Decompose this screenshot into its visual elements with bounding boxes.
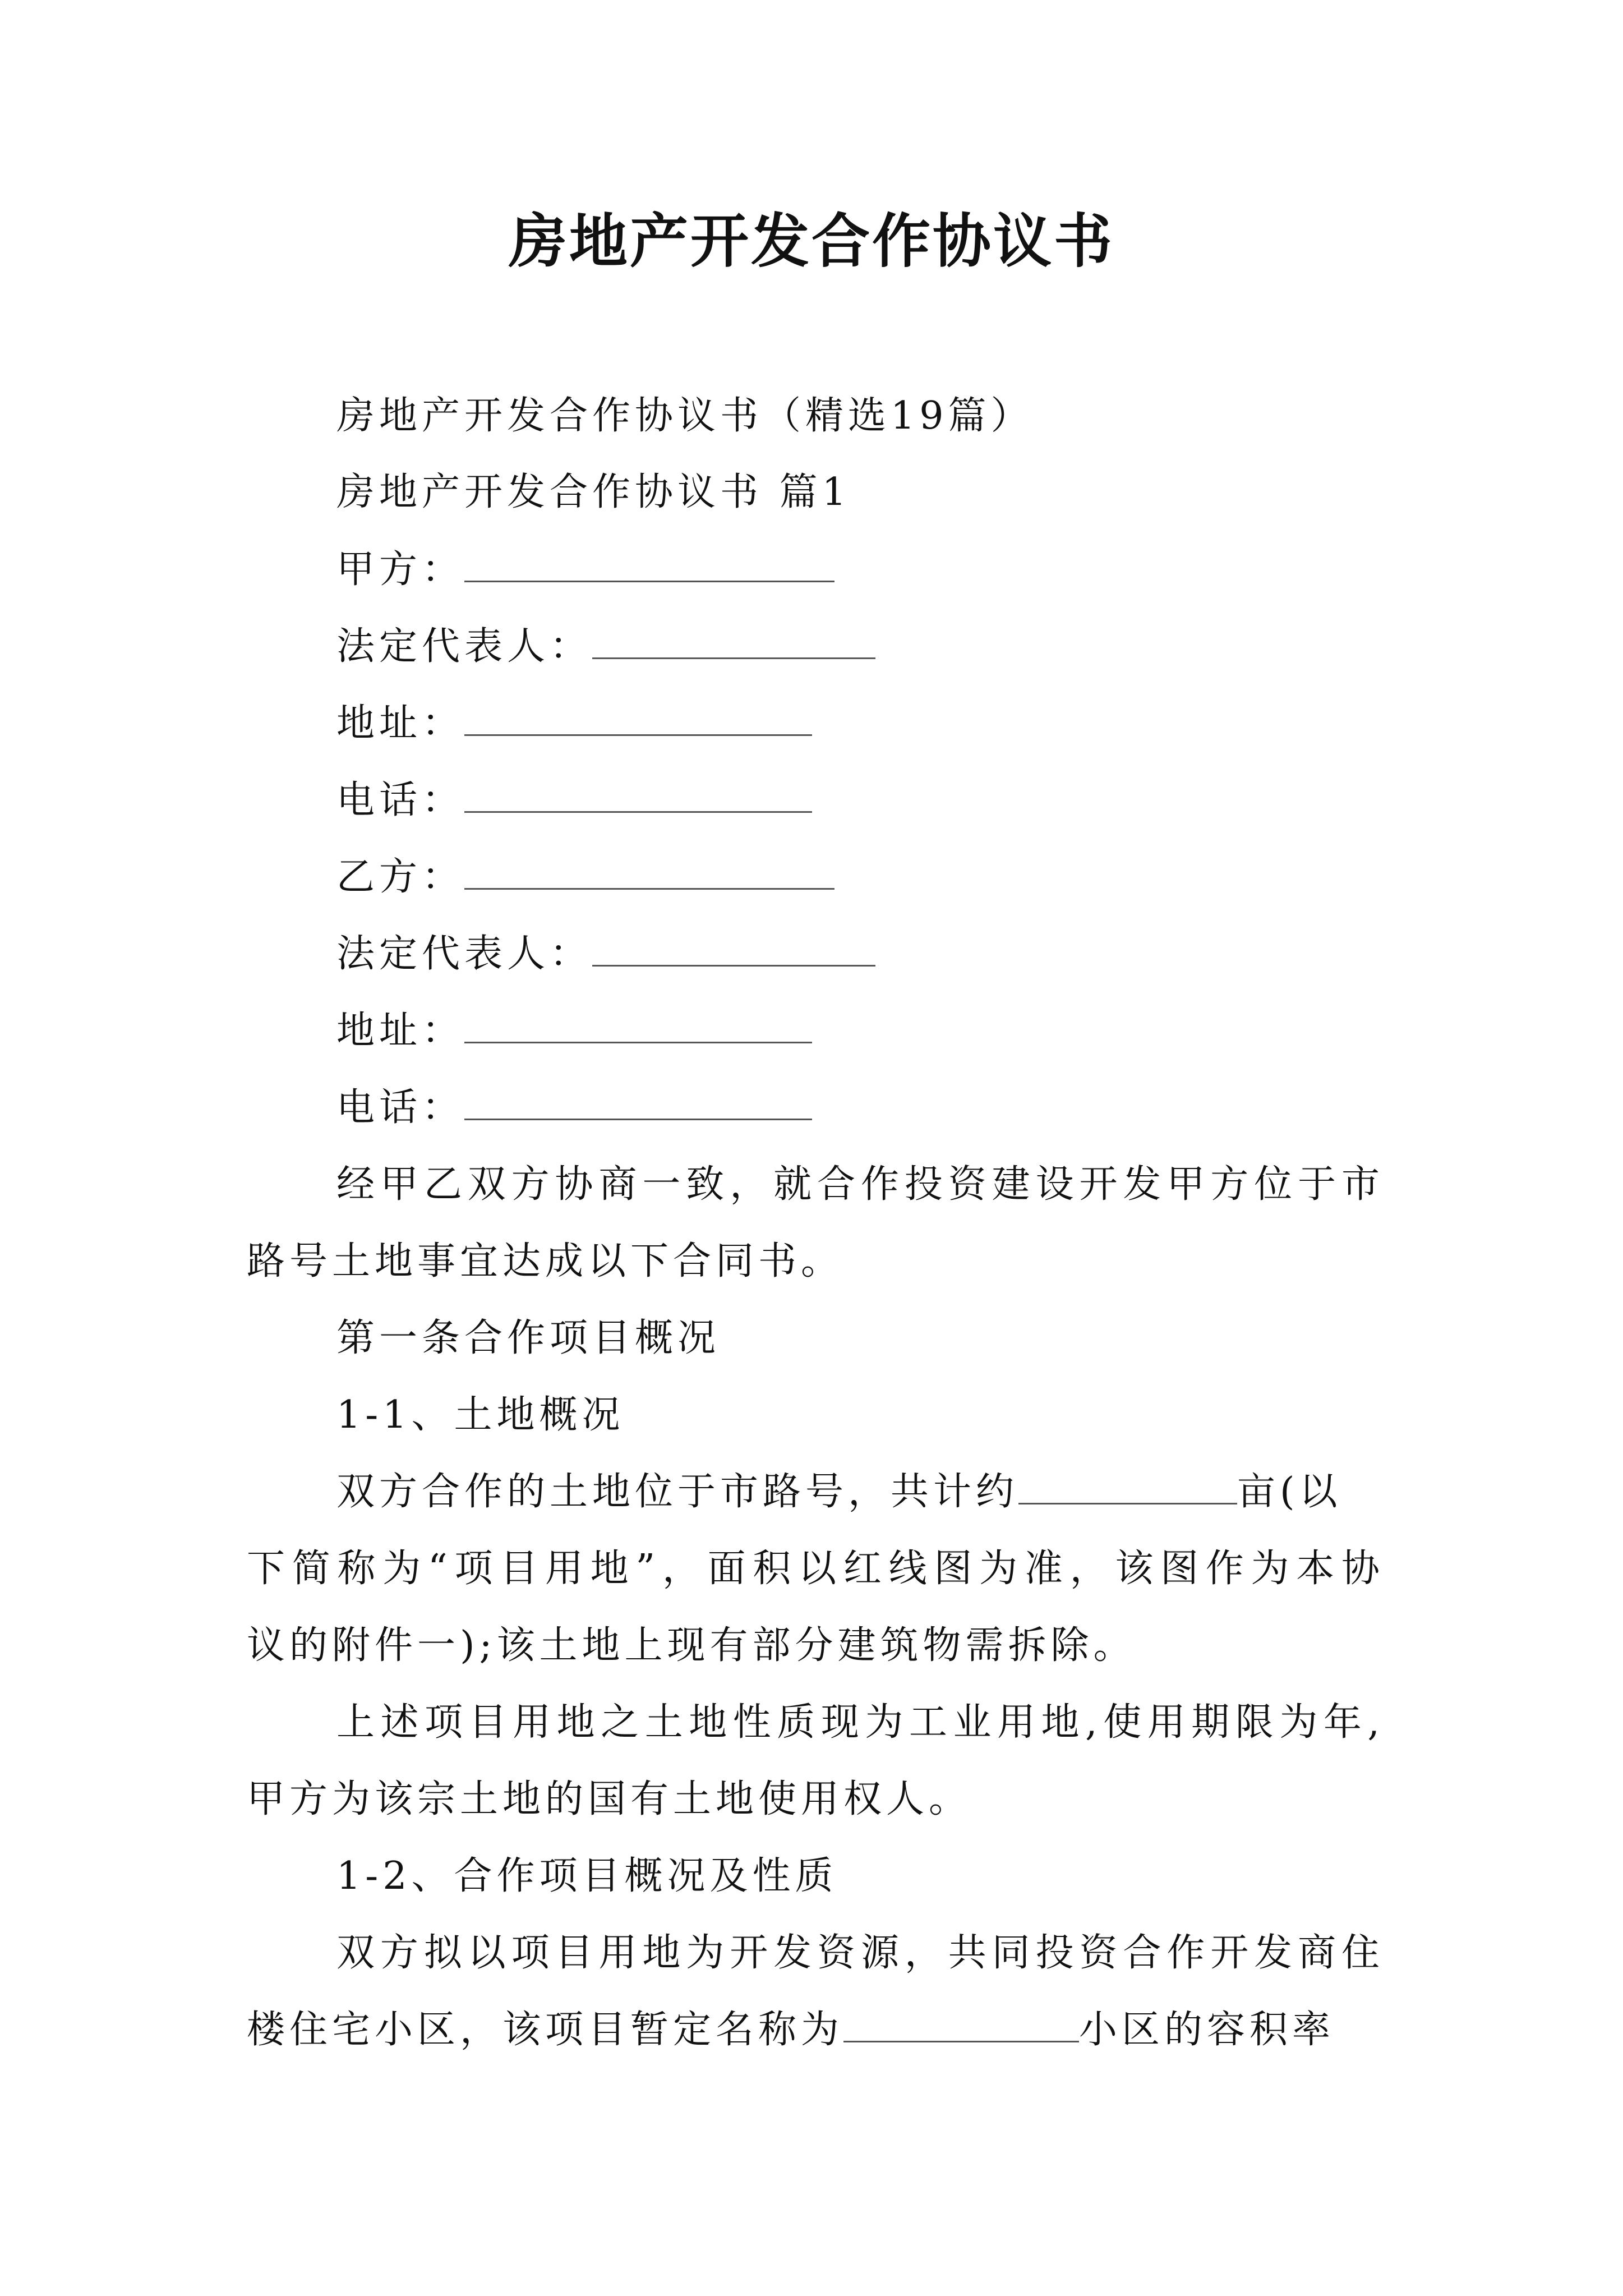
article-1-heading: 第一条合作项目概况 [336, 1316, 721, 1360]
party-b-phone-label: 电话： [336, 1085, 465, 1130]
party-b-rep-blank [592, 927, 875, 967]
party-b-phone-blank [464, 1080, 812, 1120]
intro-line-2: 路号土地事宜达成以下合同书。 [247, 1239, 844, 1283]
party-a-rep-field [336, 619, 875, 675]
paragraph-1-line-3: 议的附件一);该土地上现有部分建筑物需拆除。 [247, 1623, 1136, 1668]
party-a-address-field [336, 696, 812, 752]
p3-text-a: 楼住宅小区，该项目暂定名称为 [247, 2008, 844, 2052]
party-b-address-blank [464, 1004, 812, 1043]
party-a-address-blank [464, 696, 812, 736]
party-b-rep-field [336, 926, 875, 982]
party-a-phone-label: 电话： [336, 778, 465, 822]
document-subtitle: 房地产开发合作协议书（精选19篇） [336, 394, 1034, 438]
party-a-field [336, 542, 834, 598]
party-a-address-label: 地址： [336, 701, 465, 746]
party-a-label: 甲方： [336, 547, 465, 592]
party-b-phone-field [336, 1080, 812, 1136]
document-title: 房地产开发合作协议书 [508, 206, 1114, 275]
p1-text-b: 亩(以 [1237, 1470, 1342, 1514]
section-1-1-heading: 1-1、土地概况 [336, 1393, 625, 1437]
p3-text-b: 小区的容积率 [1079, 2008, 1335, 2052]
land-area-blank [1018, 1465, 1237, 1504]
paragraph-2-line-2: 甲方为该宗土地的国有土地使用权人。 [247, 1777, 972, 1821]
party-a-blank [464, 542, 834, 582]
project-name-blank [843, 2003, 1079, 2042]
intro-line-1: 经甲乙双方协商一致，就合作投资建设开发甲方位于市 [336, 1162, 1380, 1207]
party-b-address-field [336, 1003, 812, 1059]
section-1-2-heading: 1-2、合作项目概况及性质 [336, 1854, 838, 1898]
chapter-heading: 房地产开发合作协议书 篇1 [336, 470, 851, 514]
party-b-blank [464, 850, 834, 890]
party-b-label: 乙方： [336, 855, 465, 899]
paragraph-2-line-1: 上述项目用地之土地性质现为工业用地,使用期限为年, [336, 1700, 1380, 1745]
p1-text-a: 双方合作的土地位于市路号，共计约 [336, 1470, 1019, 1514]
party-b-field [336, 849, 834, 905]
party-a-phone-field [336, 772, 812, 829]
paragraph-3-line-1: 双方拟以项目用地为开发资源，共同投资合作开发商住 [336, 1931, 1380, 1975]
paragraph-3-line-2 [247, 2002, 1335, 2058]
party-a-phone-blank [464, 773, 812, 813]
party-a-rep-label: 法定代表人： [336, 624, 593, 669]
paragraph-1-line-2: 下简称为“项目用地”，面积以红线图为准，该图作为本协 [247, 1547, 1380, 1591]
party-b-address-label: 地址： [336, 1009, 465, 1053]
paragraph-1-line-1 [336, 1464, 1342, 1520]
party-b-rep-label: 法定代表人： [336, 932, 593, 976]
party-a-rep-blank [592, 619, 875, 659]
